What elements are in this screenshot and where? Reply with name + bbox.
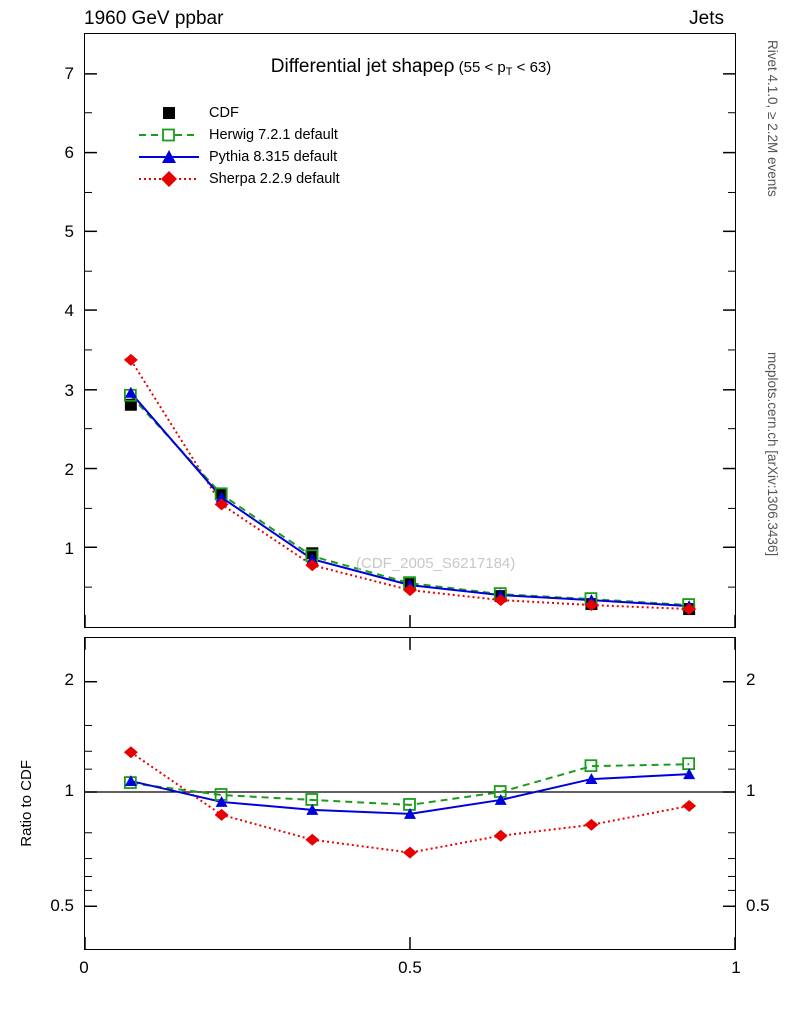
xtick-1: 1 xyxy=(731,958,741,977)
legend-label-pythia: Pythia 8.315 default xyxy=(209,149,338,165)
main-x-ticks xyxy=(85,615,735,627)
ratio-ytick-1-right: 1 xyxy=(746,781,756,800)
ratio-ytick-2-right: 2 xyxy=(746,670,756,689)
header-left: 1960 GeV ppbar xyxy=(84,8,224,29)
plot-title-cond-open: (55 < p xyxy=(454,59,506,76)
ratio-axis-label: Ratio to CDF xyxy=(18,760,35,847)
legend-item-cdf xyxy=(137,102,340,124)
legend-marker-pythia xyxy=(137,146,201,168)
watermark-analysis-id: (CDF_2005_S6217184) xyxy=(356,555,516,572)
mcplots-arxiv-label: mcplots.cern.ch [arXiv:1306.3436] xyxy=(765,352,780,557)
ratio-line-sherpa xyxy=(131,752,689,852)
ratio-ytick-05-right: 0.5 xyxy=(746,896,770,915)
xtick-0: 0 xyxy=(79,958,89,977)
legend-item-sherpa xyxy=(137,168,340,190)
series-markers-herwig xyxy=(125,390,694,610)
series-line-pythia xyxy=(131,393,689,606)
ratio-y-ticks xyxy=(85,682,735,907)
ratio-markers-pythia xyxy=(125,768,695,819)
plot-title-cond-sub: T xyxy=(505,66,513,78)
legend-label-cdf: CDF xyxy=(209,105,239,121)
rivet-version-label: Rivet 4.1.0, ≥ 2.2M events xyxy=(765,40,780,197)
main-ytick-5: 5 xyxy=(64,222,74,241)
legend-label-herwig: Herwig 7.2.1 default xyxy=(209,127,338,143)
header-right: Jets xyxy=(689,8,724,29)
xtick-05: 0.5 xyxy=(398,958,422,977)
plot-title-cond-close: < 63) xyxy=(512,59,552,76)
main-ytick-6: 6 xyxy=(64,143,74,162)
legend-label-sherpa: Sherpa 2.2.9 default xyxy=(209,171,340,187)
main-ytick-3: 3 xyxy=(64,381,74,400)
plot-title-text: Differential jet shape xyxy=(270,56,444,77)
ratio-ytick-1-left: 1 xyxy=(64,781,74,800)
legend-item-herwig xyxy=(137,124,340,146)
main-ytick-7: 7 xyxy=(64,64,74,83)
legend-marker-herwig xyxy=(137,124,201,146)
legend-marker-sherpa xyxy=(137,168,201,190)
legend-marker-cdf xyxy=(137,102,201,124)
legend-item-pythia xyxy=(137,146,340,168)
main-plot-panel xyxy=(84,33,736,628)
legend xyxy=(137,102,340,190)
ratio-ytick-05-left: 0.5 xyxy=(50,896,74,915)
ratio-markers-sherpa xyxy=(124,746,696,858)
series-line-herwig xyxy=(131,396,689,605)
ratio-plot-panel xyxy=(84,637,736,950)
ratio-ytick-2-left: 2 xyxy=(64,670,74,689)
main-ytick-4: 4 xyxy=(64,301,74,320)
main-ytick-1: 1 xyxy=(64,539,74,558)
plot-title-rho: ρ xyxy=(443,56,455,77)
main-ytick-2: 2 xyxy=(64,460,74,479)
ratio-plot-canvas xyxy=(85,638,735,949)
